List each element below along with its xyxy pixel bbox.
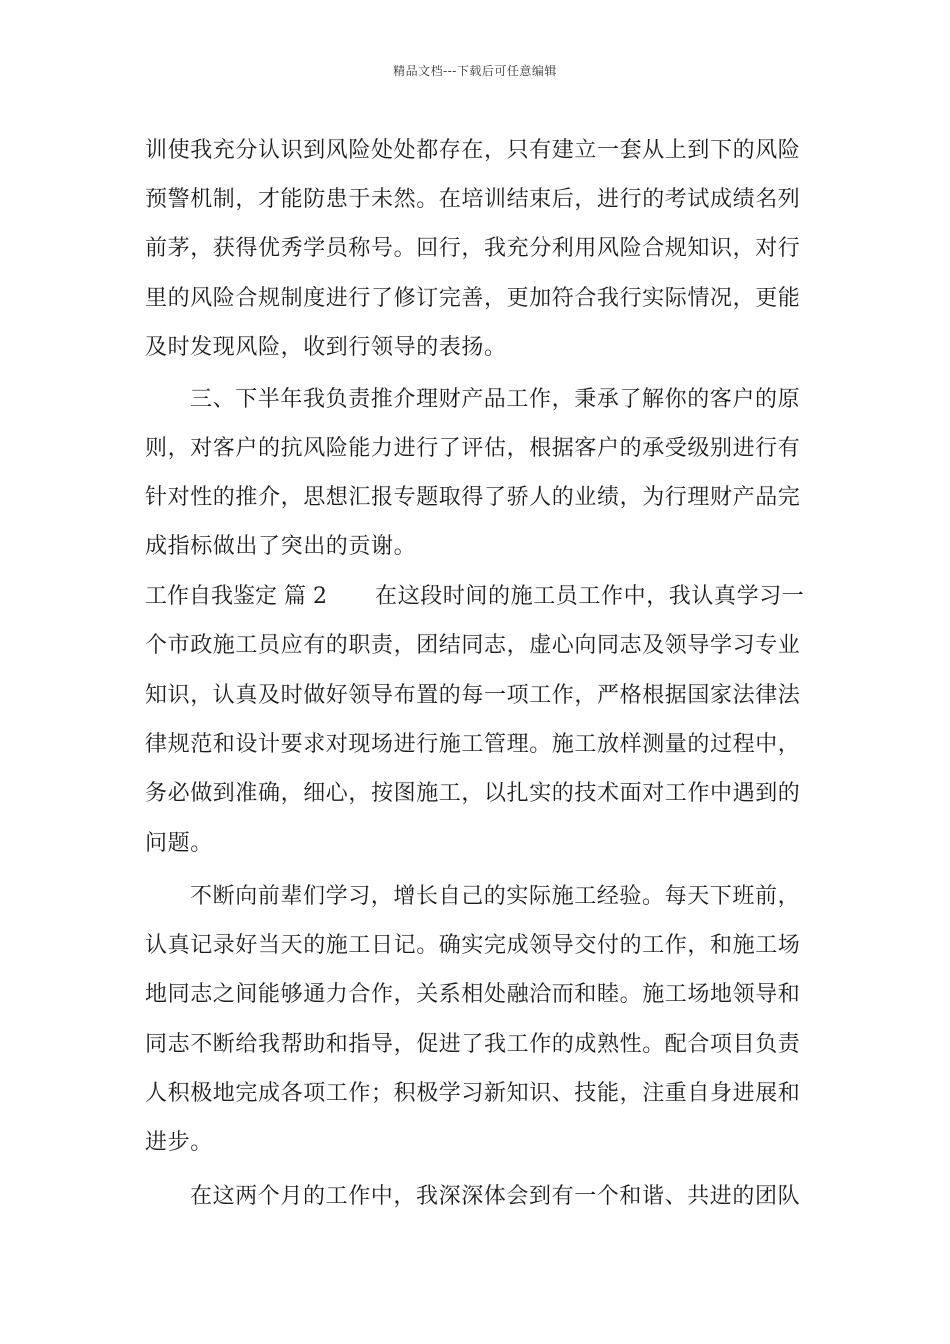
text-line: 则，对客户的抗风险能力进行了评估，根据客户的承受级别进行有 (145, 436, 801, 461)
paragraph-first-line: 在这两个月的工作中，我深深体会到有一个和谐、共进的团队 (190, 1184, 801, 1209)
text-line: 地同志之间能够通力合作，关系相处融洽而和睦。施工场地领导和 (145, 982, 801, 1007)
text-line: 进步。 (145, 1130, 213, 1155)
text-line: 同志不断给我帮助和指导，促进了我工作的成熟性。配合项目负责 (145, 1032, 801, 1057)
paragraph-first-line: 不断向前辈们学习，增长自己的实际施工经验。每天下班前， (190, 884, 801, 909)
text-line: 认真记录好当天的施工日记。确实完成领导交付的工作，和施工场 (145, 933, 801, 958)
text-line: 知识，认真及时做好领导布置的每一项工作，严格根据国家法律法 (145, 683, 801, 708)
text-line: 针对性的推介，思想汇报专题取得了骄人的业绩，为行理财产品完 (145, 485, 801, 510)
text-line: 个市政施工员应有的职责，团结同志，虚心向同志及领导学习专业 (145, 633, 801, 658)
text-line: 人积极地完成各项工作；积极学习新知识、技能，注重自身进展和 (145, 1081, 801, 1106)
text-line: 及时发现风险，收到行领导的表扬。 (145, 335, 507, 360)
text-line: 训使我充分认识到风险处处都存在，只有建立一套从上到下的风险 (145, 138, 801, 163)
text-line: 律规范和设计要求对现场进行施工管理。施工放样测量的过程中， (145, 732, 801, 757)
section-title: 工作自我鉴定 篇 2 (145, 584, 327, 609)
text-line: 成指标做出了突出的贡谢。 (145, 534, 417, 559)
page-header: 精品文档---下载后可任意编辑 (393, 64, 557, 78)
text-line: 预警机制，才能防患于未然。在培训结束后，进行的考试成绩名列 (145, 187, 801, 212)
text-line: 务必做到准确，细心，按图施工，以扎实的技术面对工作中遇到的 (145, 781, 801, 806)
paragraph-first-line: 三、下半年我负责推介理财产品工作，秉承了解你的客户的原 (190, 387, 801, 412)
text-line: 问题。 (145, 831, 213, 856)
text-line: 前茅，获得优秀学员称号。回行，我充分利用风险合规知识，对行 (145, 236, 801, 261)
section-first-line: 在这段时间的施工员工作中，我认真学习一 (375, 584, 805, 609)
text-line: 里的风险合规制度进行了修订完善，更加符合我行实际情况，更能 (145, 286, 801, 311)
